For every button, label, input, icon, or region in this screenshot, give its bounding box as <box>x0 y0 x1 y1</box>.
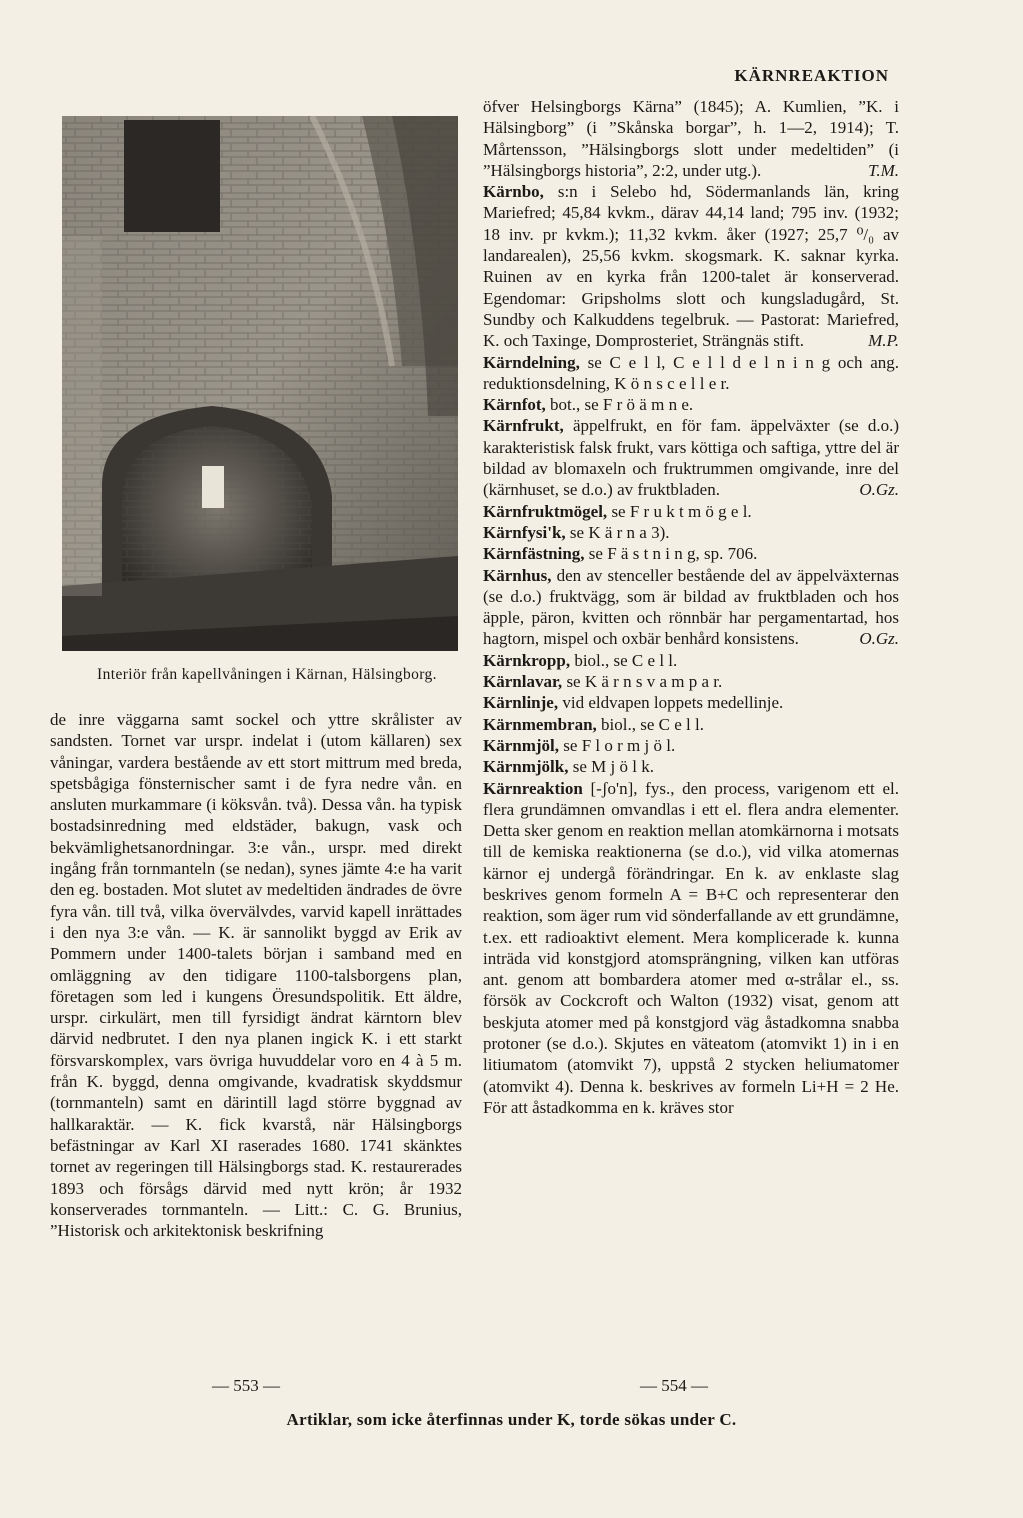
entry-text: se M j ö l k. <box>568 757 654 777</box>
dictionary-entry <box>483 181 899 351</box>
dictionary-entry <box>483 394 899 415</box>
entry-text: bot., se F r ö ä m n e. <box>545 395 694 415</box>
entry-signature: O.Gz. <box>859 629 899 649</box>
entry-text: se K ä r n s v a m p a r. <box>562 672 723 692</box>
page-number-right: — 554 — <box>640 1376 708 1395</box>
entry-headword: Kärnfot, <box>483 395 546 415</box>
dictionary-entry <box>483 650 899 671</box>
entry-text: [-ʃo'n], fys., den process, varigenom ett el. flera grundämnen omvandlas i ett el. flera andra elementer. Detta sker genom en reaktion mellan atomkärnorna i motsats till de kemiska reaktionerna (se d.o.), vid vilka atomernas kärnor ej undergå förändringar. En k. av enklaste slag beskrives genom formeln A = B+C och representerar den reaktion, som äger rum vid sönderfallande av ett grundämne, t.ex. ett radioaktivt element. Mera komplicerade k. kunna inträda vid konstgjord atomsprängning, vilken kan utföras ant. genom att bombardera atomer med α-strålar el., ss. försök av Cockcroft och Walton (1932) visat, genom att beskjuta atomer med på konstgjord väg åstadkomna snabba protoner (se d.o.). Skjutes en väteatom (atomvikt 1) in i en litiumatom (atomvikt 7), uppstå 2 stycken heliumatomer (atomvikt 4). Denna k. beskrives av formeln Li+H = 2 He. För att åstadkomma en k. kräves stor <box>483 778 899 1117</box>
dictionary-entry <box>483 501 899 522</box>
entry-list <box>483 181 899 1118</box>
dictionary-entry <box>483 735 899 756</box>
footer-note: Artiklar, som icke återfinnas under K, torde sökas under C. <box>286 1410 737 1429</box>
entry-headword: Kärnfrukt, <box>483 416 564 436</box>
vaulted-chamber-illustration <box>62 116 458 651</box>
entry-headword: Kärnmjölk, <box>483 757 569 777</box>
entry-headword: Kärnmembran, <box>483 714 597 734</box>
dictionary-entry <box>483 756 899 777</box>
dictionary-entry <box>483 565 899 650</box>
entry-headword: Kärnkropp, <box>483 650 571 670</box>
entry-headword: Kärnfruktmögel, <box>483 501 608 521</box>
entry-headword: Kärnmjöl, <box>483 735 560 755</box>
photo-caption: Interiör från kapellvåningen i Kärnan, Hälsingborg. <box>97 666 437 683</box>
entry-headword: Kärnfästning, <box>483 544 585 564</box>
dictionary-entry <box>483 692 899 713</box>
entry-text: äppelfrukt, en för fam. äppelväxter (se d.o.) karakteristisk falsk frukt, vars köttiga och saftiga, yttre del är bildad av blomaxeln och fruktrummen omgivande, inre del (kärnhuset, se d.o.) av fruktbladen. <box>483 416 899 500</box>
entry-text: s:n i Selebo hd, Södermanlands län, kring Mariefred; 45,84 kvkm., därav 44,14 land; 795 inv. (1932; 18 inv. pr kvkm.); 11,32 kvkm. åker (1927; 25,7 ⁰/₀ av landarealen), 25,56 kvkm. skogsmark. K. saknar kyrka. Ruinen av en kyrka från 1200-talet är konserverad. Egendomar: Gripsholms slott och kungsladugård, St. Sundby och Kalkuddens tegelbruk. — Pastorat: Mariefred, K. och Taxinge, Domprosteriet, Strängnäs stift. <box>483 182 899 351</box>
entry-headword: Kärnhus, <box>483 565 552 585</box>
dictionary-entry <box>483 415 899 500</box>
entry-text: vid eldvapen loppets medellinje. <box>558 693 784 713</box>
right-column <box>483 96 899 1118</box>
left-column-text: de inre väggarna samt sockel och yttre skrålister av sandsten. Tornet var urspr. indelat i (utom källaren) sex våningar, vardera bestående av ett stort mittrum med breda, spetsbågiga fönsternischer samt i de fyra nedre vån. en ansluten murkammare (i köksvån. två). Dessa vån. ha typisk bostadsinredning med eldstäder, bakugn, vask och bekvämlighetsanordningar. 3:e vån., urspr. med direkt ingång från tornmanteln (se nedan), synes jämte 4:e ha varit den eg. bostaden. Mot slutet av medeltiden ändrades de övre fyra vån. till två, vilka övervälvdes, varvid kapell inrättades i den nya 3:e vån. — K. är sannolikt byggd av Erik av Pommern under 1400-talets början i samband med en omläggning av den tidigare 1100-talsborgens plan, företagen som led i kungens Öresundspolitik. Ett äldre, urspr. cirkulärt, men till fyrsidigt ändrat kärntorn blev därvid nedbrutet. I den nya planen ingick K. i ett starkt försvarskomplex, vars övriga huvuddelar voro en 4 à 5 m. från K. byggd, denna omgivande, kvadratisk skyddsmur (tornmanteln) samt en därintill lagd större byggnad av hallkaraktär. — K. fick kvarstå, när Hälsingborgs befästningar av Karl XI raserades 1680. 1741 skänktes tornet av regeringen till Hälsingborgs stad. K. restaurerades 1893 och försågs därvid med nytt krön; år 1932 konserverades tornmanteln. — Litt.: C. G. Brunius, ”Historisk och arkitektonisk beskrifning <box>50 710 462 1241</box>
dictionary-entry <box>483 671 899 692</box>
entry-text: den av stenceller bestående del av äppelväxternas (se d.o.) fruktvägg, som är bildad av fruktbladen och hos äpple, päron, kvitten och rönnbär har pergamentartad, hos hagtorn, mispel och oxbär benhård konsistens. <box>483 565 899 649</box>
dictionary-entry <box>483 714 899 735</box>
continuation-text <box>483 96 899 181</box>
interior-photo <box>62 116 458 651</box>
entry-headword: Kärnlinje, <box>483 693 559 713</box>
continuation-signature: T.M. <box>868 160 899 180</box>
entry-signature: O.Gz. <box>859 480 899 500</box>
continuation-body: öfver Helsingborgs Kärna” (1845); A. Kumlien, ”K. i Hälsingborg” (i ”Skånska borgar”, h. 1—2, 1914); T. Mårtensson, ”Hälsingborgs slott under medeltiden” (i ”Hälsingborgs historia”, 2:2, under utg.). <box>483 97 899 180</box>
entry-headword: Kärnreaktion <box>483 778 583 798</box>
entry-headword: Kärnlavar, <box>483 672 563 692</box>
entry-text: biol., se C e l l. <box>570 650 678 670</box>
entry-text: se F ä s t n i n g, sp. 706. <box>584 544 758 564</box>
entry-text: se K ä r n a 3). <box>565 522 670 542</box>
running-head: KÄRNREAKTION <box>734 66 889 85</box>
page-number-left: — 553 — <box>212 1376 280 1395</box>
dictionary-entry <box>483 522 899 543</box>
entry-text: se F l o r m j ö l. <box>559 735 676 755</box>
entry-text: se C e l l, C e l l d e l n i n g och ang. reduktionsdelning, K ö n s c e l l e r. <box>483 352 899 393</box>
entry-signature: M.P. <box>868 331 899 351</box>
entry-text: se F r u k t m ö g e l. <box>607 501 752 521</box>
left-column <box>50 709 462 1241</box>
entry-headword: Kärnfysi'k, <box>483 522 566 542</box>
entry-headword: Kärnbo, <box>483 182 544 202</box>
dictionary-entry <box>483 352 899 395</box>
entry-headword: Kärndelning, <box>483 352 580 372</box>
entry-text: biol., se C e l l. <box>596 714 704 734</box>
dictionary-entry <box>483 543 899 564</box>
dictionary-entry <box>483 778 899 1119</box>
